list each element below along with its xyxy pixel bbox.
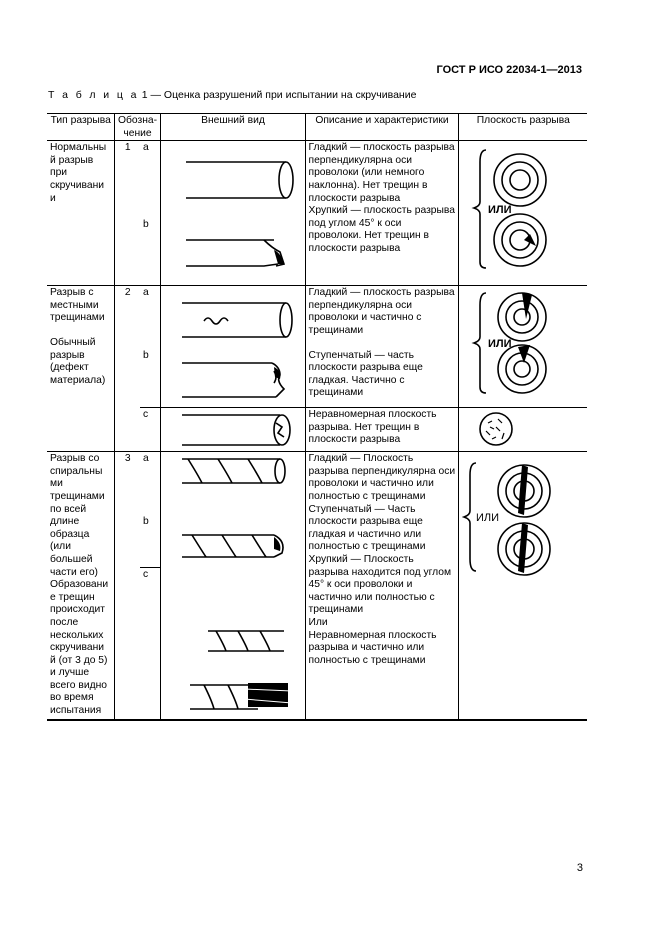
plane-cell (458, 452, 587, 720)
table-row (47, 286, 587, 408)
wire-local-crack-drawing (164, 287, 304, 405)
header-designation: Обозна-чение (114, 114, 160, 141)
sub-cell (140, 568, 160, 720)
table-caption (48, 89, 416, 101)
description-uneven: Неравномерная плоскость разрыва. Нет трещин в плоскости разрыва (308, 409, 437, 446)
description-uneven: Неравномерная плоскость разрыва и частично или полностью с трещинами (308, 629, 437, 666)
number-cell: 1 (114, 141, 140, 286)
wire-smooth-fracture-drawing (164, 142, 304, 282)
number-cell: 2 (114, 286, 140, 452)
or-label: ИЛИ (487, 204, 512, 217)
sub-cell (140, 408, 160, 452)
or-label: ИЛИ (487, 338, 512, 351)
caption-title: — Оценка разрушений при испытании на скручивание (150, 89, 417, 101)
description-smooth: Гладкий — плоскость разрыва перпендикулярна оси проволоки и частично с трещинами (308, 287, 455, 336)
description-stepped: Ступенчатый — часть плоскости разрыва еще гладкая. Частично с трещинами (308, 349, 423, 399)
fracture-plane-drawing (462, 287, 586, 405)
number-cell: 3 (114, 452, 140, 720)
table-header (47, 114, 587, 141)
plane-cell (458, 408, 587, 452)
sub-label: a (143, 453, 149, 465)
description-cell (305, 408, 458, 452)
sub-label: b (143, 218, 149, 230)
description-or: Или (308, 616, 328, 628)
description-cell (305, 286, 458, 408)
caption-number: 1 (141, 89, 148, 101)
description-smooth: Гладкий — плоскость разрыва перпендикулярна оси проволоки (или немного наклонна). Нет трещин в плоскости разрыва (308, 142, 455, 204)
header-plane: Плоскость разрыва (458, 114, 587, 141)
fracture-plane-drawing (462, 142, 586, 282)
header-type: Тип разрыва (47, 114, 114, 141)
sub-label: a (143, 142, 149, 154)
description-stepped: Ступенчатый — Часть плоскости разрыва еще гладкая и частично или полностью с трещинами (308, 503, 426, 553)
description-smooth: Гладкий — Плоскость разрыва перпендикулярна оси проволоки и частично или полностью с трещинами (308, 453, 456, 502)
sub-label: c (143, 569, 149, 581)
sub-label: a (143, 287, 149, 299)
type-cell (47, 286, 114, 452)
fracture-plane-drawing (462, 409, 586, 449)
description-brittle: Хрупкий — плоскость разрыва под углом 45° к оси проволоки. Нет трещин в плоскости разрыва (308, 205, 456, 254)
plane-cell (458, 141, 587, 286)
or-label: ИЛИ (475, 512, 499, 525)
type-local-cracks: Разрыв с местными трещинами (50, 287, 105, 324)
sub-cell (140, 286, 160, 408)
description-cell (305, 141, 458, 286)
table-row (47, 141, 587, 286)
standard-number: ГОСТ Р ИСО 22034-1—2013 (436, 64, 582, 76)
description-brittle: Хрупкий — Плоскость разрыва находится под углом 45° к оси проволоки и частично или полностью с трещинами (308, 553, 452, 616)
appearance-cell (160, 408, 305, 452)
fracture-plane-drawing (462, 453, 586, 593)
sub-label: b (143, 515, 149, 527)
sub-label: b (143, 349, 149, 361)
description-cell (305, 452, 458, 720)
header-description: Описание и характеристики (305, 114, 458, 141)
caption-label: Т а б л и ц а (48, 89, 139, 101)
type-cell: Нормальны й разрыв при скручивани и (47, 141, 114, 286)
sub-label: c (143, 409, 149, 421)
sub-cell (140, 452, 160, 568)
wire-uneven-fracture-drawing (164, 409, 304, 449)
type-cell: Разрыв со спиральны ми трещинами по всей длине образца (или большей части его) Образовани е трещин происходит после нескольких скручивани й (от 3 до 5) и лучше всего видно во время испытания (47, 452, 114, 720)
plane-cell (458, 286, 587, 408)
header-appearance: Внешний вид (160, 114, 305, 141)
wire-spiral-crack-drawing (164, 453, 304, 713)
type-material-defect: Обычный разрыв (дефект материала) (50, 336, 106, 386)
sub-cell (140, 141, 160, 286)
page-number: 3 (576, 862, 583, 874)
fracture-table (47, 113, 587, 721)
appearance-cell (160, 286, 305, 408)
appearance-cell (160, 141, 305, 286)
table-row (47, 452, 587, 568)
appearance-cell (160, 452, 305, 720)
